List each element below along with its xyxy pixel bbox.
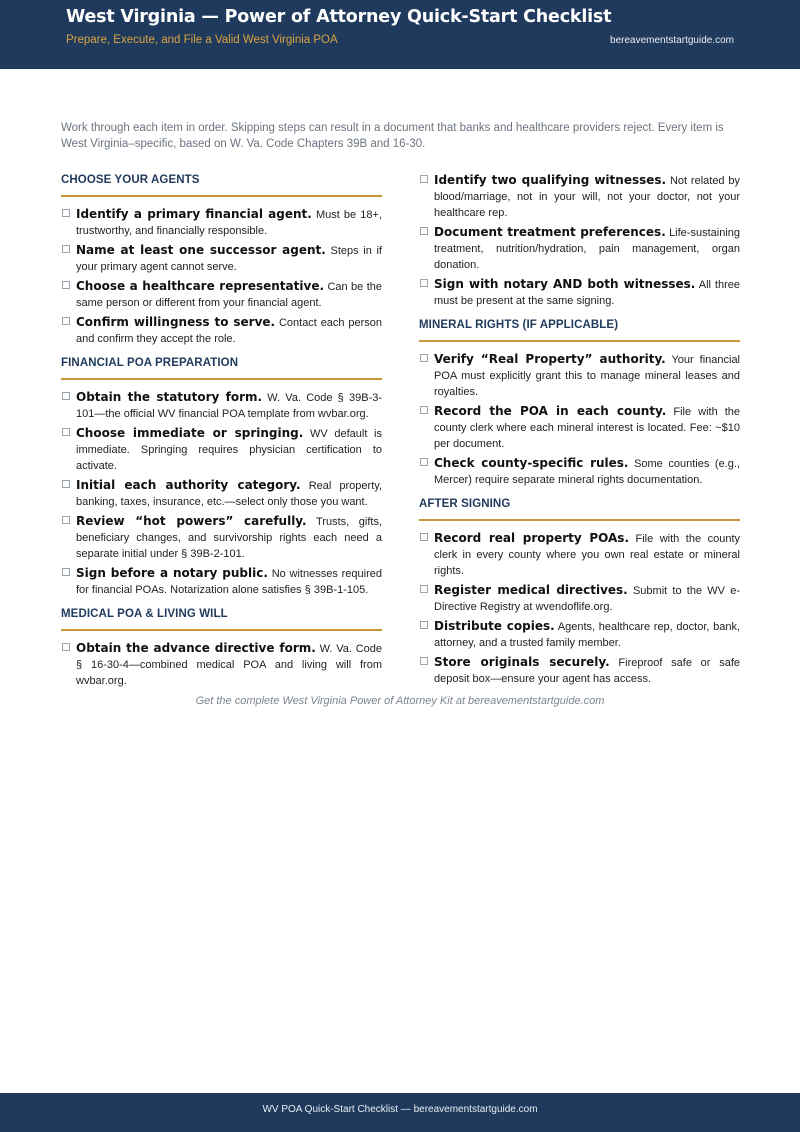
section-heading: MEDICAL POA & LIVING WILL <box>61 606 382 631</box>
checkbox-icon[interactable] <box>62 245 70 253</box>
checklist-item-description: File with the county clerk in every county where you own real estate or mineral rights. <box>434 533 741 577</box>
page-footer <box>0 1093 800 1132</box>
checklist-item-text <box>434 224 740 273</box>
checklist-item-initial-each-authority-category <box>61 477 382 510</box>
footer-text: WV POA Quick-Start Checklist — bereavementstartguide.com <box>262 1104 538 1115</box>
checklist-section <box>419 172 740 309</box>
checkbox-icon[interactable] <box>62 568 70 576</box>
checklist-item-text <box>434 654 740 687</box>
checklist-item-text <box>434 172 740 221</box>
checklist-item-check-county-specific-rules <box>419 455 740 488</box>
checklist-item-description: Some counties (e.g., Mercer) require separate mineral rights documentation. <box>434 458 740 486</box>
checklist-item-text <box>434 276 740 309</box>
checklist-item-description: Can be the same person or different from your financial agent. <box>76 281 382 309</box>
checkbox-icon[interactable] <box>62 209 70 217</box>
checkbox-icon[interactable] <box>62 317 70 325</box>
intro-text: Work through each item in order. Skipping steps can result in a document that banks and healthcare providers reject. Every item is West Virginia–specific, based on W. Va. Code Chapters 39B and 16-30. <box>61 122 724 150</box>
left-column <box>61 172 382 697</box>
checklist-item-name-at-least-one-successor-agent <box>61 242 382 275</box>
checklist-item-text <box>76 242 382 275</box>
section-heading: AFTER SIGNING <box>419 496 740 521</box>
checklist-item-description: Fireproof safe or safe deposit box—ensure your agent has access. <box>434 657 740 685</box>
checklist-item-text <box>434 582 740 615</box>
checklist-item-identify-a-primary-financial-agent <box>61 206 382 239</box>
checklist-item-title: Record real property POAs. <box>434 531 629 545</box>
checkbox-icon[interactable] <box>420 585 428 593</box>
section-heading: FINANCIAL POA PREPARATION <box>61 355 382 380</box>
checklist-item-title: Obtain the advance directive form. <box>76 641 316 655</box>
checklist-item-title: Record the POA in each county. <box>434 404 667 418</box>
checklist-item-sign-before-a-notary-public <box>61 565 382 598</box>
checklist-item-title: Choose a healthcare representative. <box>76 279 325 293</box>
checklist-item-description: Steps in if your primary agent cannot serve. <box>76 245 382 273</box>
checklist-item-record-the-poa-in-each-county <box>419 403 740 452</box>
checkbox-icon[interactable] <box>62 392 70 400</box>
checklist-item-verify-real-property-authority <box>419 351 740 400</box>
checklist-item-title: Initial each authority category. <box>76 478 301 492</box>
checklist-item-document-treatment-preferences <box>419 224 740 273</box>
checklist-item-text <box>76 513 382 562</box>
checklist-item-description: File with the county clerk where each mineral interest is located. Fee: ~$10 per document. <box>434 406 740 450</box>
checklist-item-register-medical-directives <box>419 582 740 615</box>
checkbox-icon[interactable] <box>420 406 428 414</box>
checklist-section <box>61 172 382 347</box>
checklist-item-title: Name at least one successor agent. <box>76 243 326 257</box>
checklist-item-text <box>76 389 382 422</box>
checklist-item-title: Distribute copies. <box>434 619 555 633</box>
checkbox-icon[interactable] <box>420 533 428 541</box>
checklist-item-description: Must be 18+, trustworthy, and financially responsible. <box>76 209 382 237</box>
section-heading: CHOOSE YOUR AGENTS <box>61 172 382 197</box>
checklist-item-title: Check county-specific rules. <box>434 456 629 470</box>
checklist-item-text <box>76 477 382 510</box>
checklist-section <box>61 355 382 598</box>
checklist-item-description: No witnesses required for financial POAs. Notarization alone satisfies § 39B-1-105. <box>76 568 382 596</box>
checkbox-icon[interactable] <box>62 516 70 524</box>
checkbox-icon[interactable] <box>420 621 428 629</box>
checkbox-icon[interactable] <box>62 281 70 289</box>
checklist-item-text <box>434 530 740 579</box>
checklist-item-text <box>434 403 740 452</box>
checklist-item-description: Trusts, gifts, beneficiary changes, and survivorship rights each need a separate initial under § 39B-2-101. <box>76 516 382 560</box>
checklist-item-title: Identify a primary financial agent. <box>76 207 312 221</box>
checklist-item-identify-two-qualifying-witnesses <box>419 172 740 221</box>
checklist-item-title: Choose immediate or springing. <box>76 426 304 440</box>
checklist-item-description: Your financial POA must explicitly grant this to manage mineral leases and royalties. <box>434 354 740 398</box>
checklist-item-description: Contact each person and confirm they accept the role. <box>76 317 383 345</box>
checklist-item-choose-a-healthcare-representative <box>61 278 382 311</box>
checkbox-icon[interactable] <box>420 657 428 665</box>
checklist-item-title: Review “hot powers” carefully. <box>76 514 307 528</box>
checklist-item-description: Agents, healthcare rep, doctor, bank, attorney, and a trusted family member. <box>434 621 741 649</box>
checkbox-icon[interactable] <box>62 643 70 651</box>
checklist-item-review-hot-powers-carefully <box>61 513 382 562</box>
checklist-item-description: Submit to the WV e-Directive Registry at wvendoflife.org. <box>434 585 740 613</box>
checklist-item-text <box>76 640 382 689</box>
checklist-item-title: Identify two qualifying witnesses. <box>434 173 667 187</box>
page-title: West Virginia — Power of Attorney Quick-Start Checklist <box>66 7 612 27</box>
checkbox-icon[interactable] <box>420 458 428 466</box>
page-subtitle: Prepare, Execute, and File a Valid West Virginia POA <box>66 34 338 46</box>
right-column <box>419 172 740 695</box>
checklist-item-title: Sign before a notary public. <box>76 566 268 580</box>
checklist-item-choose-immediate-or-springing <box>61 425 382 474</box>
checklist-item-description: Real property, banking, taxes, insurance, etc.—select only those you want. <box>76 480 382 508</box>
checklist-item-confirm-willingness-to-serve <box>61 314 382 347</box>
checkbox-icon[interactable] <box>420 279 428 287</box>
checklist-item-description: W. Va. Code § 16-30-4—combined medical POA and living will from wvbar.org. <box>76 643 382 687</box>
section-heading: MINERAL RIGHTS (IF APPLICABLE) <box>419 317 740 342</box>
checklist-item-description: All three must be present at the same signing. <box>434 279 741 307</box>
checklist-item-text <box>434 618 740 651</box>
checkbox-icon[interactable] <box>420 227 428 235</box>
checklist-item-title: Document treatment preferences. <box>434 225 666 239</box>
page-header <box>0 0 800 69</box>
checklist-section <box>61 606 382 689</box>
checklist-item-store-originals-securely <box>419 654 740 687</box>
checklist-item-description: W. Va. Code § 39B-3-101—the official WV financial POA template from wvbar.org. <box>76 392 383 420</box>
checklist-item-sign-with-notary-and-both-witnesses <box>419 276 740 309</box>
checkbox-icon[interactable] <box>420 175 428 183</box>
checklist-item-description: WV default is immediate. Springing requires physician certification to activate. <box>76 428 382 472</box>
checklist-item-title: Obtain the statutory form. <box>76 390 263 404</box>
checklist-item-text <box>76 425 382 474</box>
checklist-item-text <box>434 351 740 400</box>
checklist-item-description: Life-sustaining treatment, nutrition/hydration, pain management, organ donation. <box>434 227 740 271</box>
checklist-section <box>419 496 740 687</box>
checklist-item-record-real-property-poas <box>419 530 740 579</box>
checklist-item-title: Verify “Real Property” authority. <box>434 352 666 366</box>
checklist-item-text <box>76 565 382 598</box>
checklist-item-description: Not related by blood/marriage, not in your will, not your doctor, not your healthcare rep. <box>434 175 741 219</box>
checklist-item-text <box>434 455 740 488</box>
header-site-link[interactable]: bereavementstartguide.com <box>610 35 734 46</box>
checklist-item-title: Confirm willingness to serve. <box>76 315 276 329</box>
checklist-item-title: Sign with notary AND both witnesses. <box>434 277 696 291</box>
checkbox-icon[interactable] <box>420 354 428 362</box>
checklist-item-distribute-copies <box>419 618 740 651</box>
checklist-item-obtain-the-advance-directive-form <box>61 640 382 689</box>
checkbox-icon[interactable] <box>62 480 70 488</box>
checkbox-icon[interactable] <box>62 428 70 436</box>
checklist-section <box>419 317 740 488</box>
checklist-item-obtain-the-statutory-form <box>61 389 382 422</box>
checklist-item-text <box>76 278 382 311</box>
checklist-item-title: Store originals securely. <box>434 655 610 669</box>
checklist-item-text <box>76 206 382 239</box>
checklist-item-text <box>76 314 382 347</box>
checklist-item-title: Register medical directives. <box>434 583 628 597</box>
kit-promo-note[interactable]: Get the complete West Virginia Power of Attorney Kit at bereavementstartguide.com <box>195 695 605 707</box>
